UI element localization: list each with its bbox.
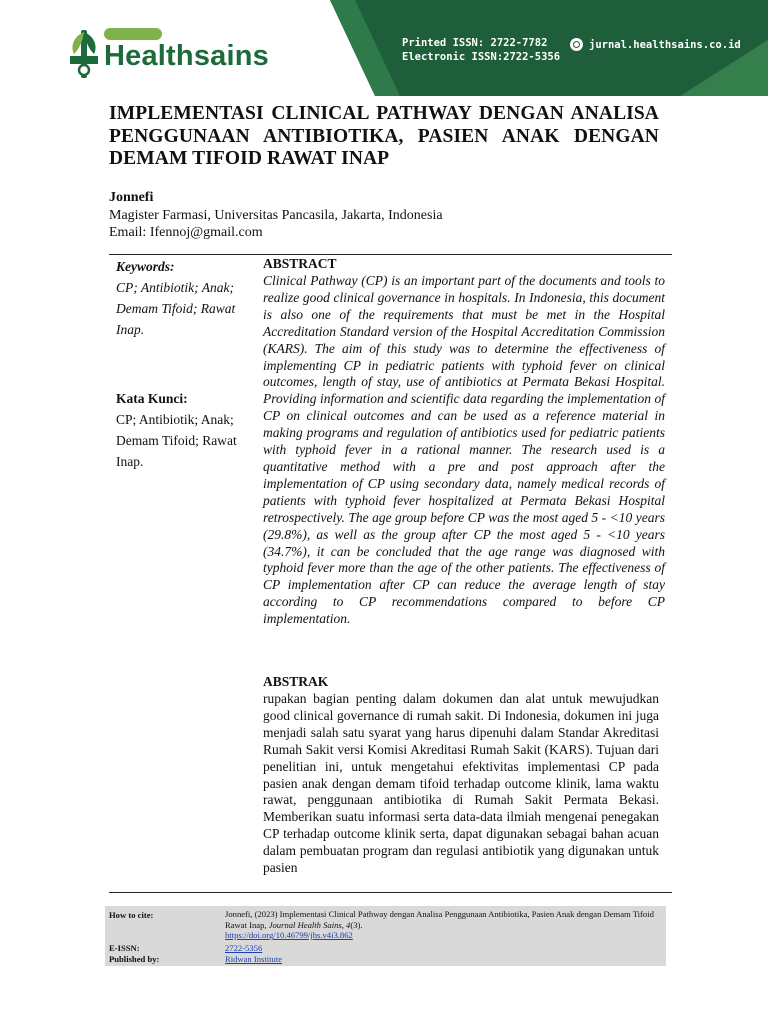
keywords-list: CP; Antibiotik; Anak; Demam Tifoid; Rawat Inap.	[116, 280, 236, 337]
affiliation: Magister Farmasi, Universitas Pancasila, Jakarta, Indonesia	[109, 208, 443, 223]
author-name: Jonnefi	[109, 190, 154, 205]
citation-journal: Journal Health Sains, 4	[268, 919, 351, 930]
kata-kunci-heading: Kata Kunci:	[116, 391, 188, 406]
abstract-bottom-divider	[109, 892, 672, 893]
healthsains-logo	[64, 24, 294, 84]
eissn-link[interactable]: 2722-5356	[225, 943, 263, 953]
keywords-heading: Keywords:	[116, 259, 175, 274]
abstract-top-divider	[109, 254, 672, 255]
author-email: Email: Ifennoj@gmail.com	[109, 225, 263, 240]
citation-reference: Jonnefi, (2023) Implementasi Clinical Pathway dengan Analisa Penggunaan Antibiotika, Pasien Anak dengan Demam Tifoid Rawat Inap,	[225, 909, 654, 930]
author-affiliation-block	[109, 207, 443, 241]
keywords-indonesian	[116, 388, 251, 472]
abstrak-indonesian-text: rupakan bagian penting dalam dokumen dan alat untuk mewujudkan good clinical governance di rumah sakit. Di Indonesia, dokumen ini juga menjadi salah satu syarat yang harus dipenuhi dalam Standar Akreditasi Rumah Sakit versi Komisi Akreditasi Rumah Sakit (KARS). Tujuan dari penelitian ini, untuk mengetahui efektivitas implementasi CP pada pasien anak dengan demam tifoid terhadap outcome klinik, lama waktu rawat, penggunaan antibiotika di Rumah Sakit Permata Bekasi. Memberikan suatu informasi serta data-data ilmiah mengenai penegakan CP terhadap outcome klinik serta, dapat digunakan sebagai bahan acuan dalam pembuatan program dan regulasi antibiotik yang digunakan untuk pasien	[263, 691, 659, 876]
electronic-issn: Electronic ISSN:2722-5356	[402, 51, 561, 63]
journal-website-link[interactable]	[570, 38, 741, 51]
abstract-english-text: Clinical Pathway (CP) is an important part of the documents and tools to realize good clinical governance in hospitals. In Indonesia, this document is also one of the requirements that must be met in the Hospital Accreditation Standard version of the Hospital Accreditation Commission (KARS). The aim of this study was to determine the effectiveness of implementing CP in pediatric patients with typhoid fever on clinical outcomes, length of stay, use of antibiotics at Permata Bekasi Hospital. Providing information and scientific data regarding the implementation of CP on clinical outcomes and can be used as a reference material in making programs and regulation of antibiotics used for pediatric patients with typhoid fever in a rational manner. The research used is a quantitative method with a pre and post approach after the implementation of CP using secondary data, namely medical records of patients with typhoid fever hospitalized at Permata Bekasi Hospital retrospectively. The age group before CP was the most aged 5 - <10 years (29.8%), as well as the group after CP the most aged 5 - <10 years (34.7%), it can be concluded that the age range was diagnosed with typhoid fever more than the age of the other patients. The effectiveness of CP implementation after CP can reduce the average length of stay according to CP recommendations compared to before CP implementation.	[263, 273, 665, 627]
citation-issue: (3).	[350, 919, 363, 930]
abstrak-heading: ABSTRAK	[263, 674, 329, 689]
publisher-link[interactable]: Ridwan Institute	[225, 954, 283, 964]
brand-name: Healthsains	[104, 40, 269, 72]
how-to-cite-text	[225, 909, 660, 941]
journal-header-banner	[0, 0, 768, 96]
brand-pill	[104, 28, 162, 40]
leaf-cross-icon	[64, 26, 104, 82]
website-url: jurnal.healthsains.co.id	[589, 38, 741, 51]
kata-kunci-list: CP; Antibiotik; Anak; Demam Tifoid; Rawat Inap.	[116, 412, 237, 469]
issn-block	[402, 36, 560, 64]
keywords-english	[116, 256, 251, 340]
eissn-label: E-ISSN:	[109, 943, 140, 953]
abstract-heading: ABSTRACT	[263, 256, 337, 271]
doi-link[interactable]: https://doi.org/10.46799/jhs.v4i3.862	[225, 930, 353, 941]
published-by-label: Published by:	[109, 954, 160, 964]
eissn-value-wrap	[225, 943, 660, 954]
article-title: IMPLEMENTASI CLINICAL PATHWAY DENGAN ANALISA PENGGUNAAN ANTIBIOTIKA, PASIEN ANAK DENGAN DEMAM TIFOID RAWAT INAP	[109, 103, 659, 169]
printed-issn: Printed ISSN: 2722-7782	[402, 37, 548, 49]
globe-icon	[570, 38, 583, 51]
how-to-cite-label: How to cite:	[109, 910, 154, 920]
publisher-value-wrap	[225, 954, 660, 965]
citation-box	[105, 906, 666, 966]
